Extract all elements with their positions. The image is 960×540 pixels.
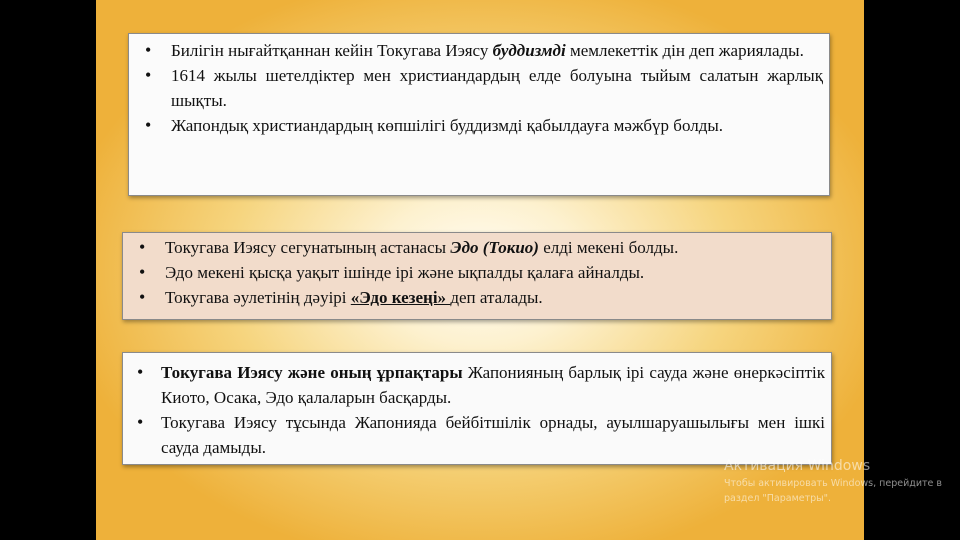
list-item: • Токугава Иэясу және оның ұрпақтары Жапонияның барлық ірі сауда және өнеркәсіптік Киото, Осака, Эдо қалаларын басқарды. [127,360,825,410]
watermark-line: раздел "Параметры". [724,493,832,504]
emphasis-text: буддизмді [492,41,566,60]
list-item: • Токугава Иэясу сегунатының астанасы Эдо (Токио) елді мекені болды. [127,235,825,260]
textbox-edo [122,232,832,320]
bullet-list [127,235,825,310]
list-item: • Токугава Иэясу тұсында Жапонияда бейбітшілік орнады, ауылшаруашылығы мен ішкі сауда дамыды. [127,410,825,460]
list-item: • 1614 жылы шетелдіктер мен христиандардың елде болуына тыйым салатын жарлық шықты. [133,63,823,113]
windows-activation-watermark [724,458,942,506]
list-item: • Токугава әулетінің дәуірі «Эдо кезеңі» деп аталады. [127,285,825,310]
list-item: • Билігін нығайтқаннан кейін Токугава Иэясу буддизмді мемлекеттік дін деп жариялады. [133,38,823,63]
list-item: • Эдо мекені қысқа уақыт ішінде ірі және ықпалды қалаға айналды. [127,260,825,285]
textbox-buddhism [128,33,830,196]
bullet-list [127,360,825,460]
textbox-trade [122,352,832,465]
edo-period-link[interactable]: «Эдо кезеңі» [350,288,451,307]
bold-text: Токугава Иэясу және оның ұрпақтары [161,363,463,382]
emphasis-text: Эдо (Токио) [450,238,539,257]
list-item: • Жапондық христиандардың көпшілігі буддизмді қабылдауға мәжбүр болды. [133,113,823,138]
watermark-title: Активация Windows [724,458,871,474]
bullet-list [133,38,823,138]
watermark-line: Чтобы активировать Windows, перейдите в [724,478,942,489]
